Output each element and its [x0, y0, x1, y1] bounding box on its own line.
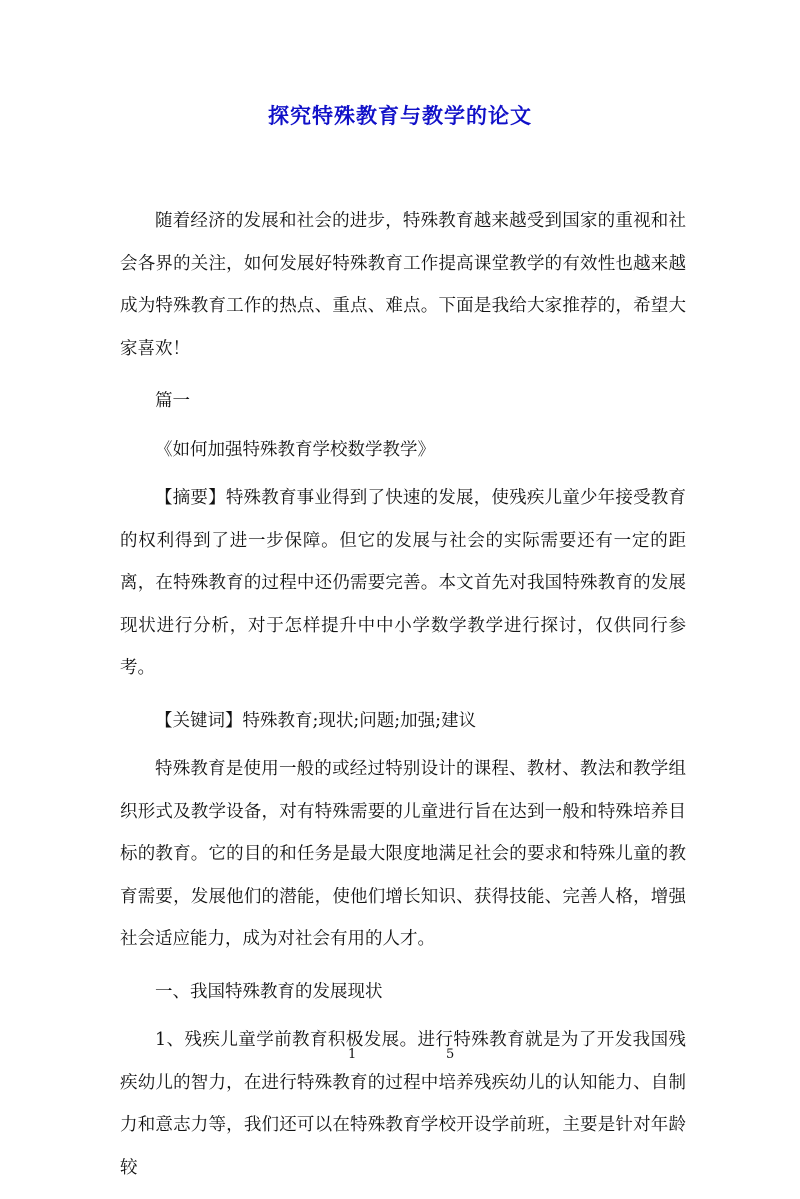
page-footer	[0, 1047, 800, 1067]
paragraph-section-label: 篇一	[155, 391, 190, 411]
paragraph-article-title: 《如何加强特殊教育学校数学教学》	[155, 439, 435, 460]
document-title: 探究特殊教育与教学的论文	[268, 103, 532, 128]
paragraph-point-1: 1、残疾儿童学前教育积极发展。进行特殊教育就是为了开发我国残疾幼儿的智力，在进行特殊教育的过程中培养残疾幼儿的认知能力、自制力和意志力等，我们还可以在特殊教育学校开设学前班，主要是针对年龄较	[120, 1030, 686, 1178]
paragraph-abstract: 【摘要】特殊教育事业得到了快速的发展，使残疾儿童少年接受教育的权利得到了进一步保障。但它的发展与社会的实际需要还有一定的距离，在特殊教育的过程中还仍需要完善。本文首先对我国特殊教育的发展现状进行分析，对于怎样提升中中小学数学教学进行探讨，仅供同行参考。	[120, 488, 686, 678]
paragraph-heading-1: 一、我国特殊教育的发展现状	[155, 981, 383, 1002]
paragraph-definition: 特殊教育是使用一般的或经过特别设计的课程、教材、教法和教学组织形式及教学设备，对有特殊需要的儿童进行旨在达到一般和特殊培养目标的教育。它的目的和任务是最大限度地满足社会的要求和特殊儿童的教育需要，发展他们的潜能，使他们增长知识、获得技能、完善人格，增强社会适应能力，成为对社会有用的人才。	[120, 759, 686, 949]
page-number: 1	[348, 1047, 357, 1062]
total-pages: 5	[446, 1047, 455, 1062]
paragraph-intro: 随着经济的发展和社会的进步，特殊教育越来越受到国家的重视和社会各界的关注，如何发展好特殊教育工作提高课堂教学的有效性也越来越成为特殊教育工作的热点、重点、难点。下面是我给大家推荐的，希望大家喜欢！	[120, 211, 686, 359]
paragraph-keywords: 【关键词】特殊教育;现状;问题;加强;建议	[155, 710, 477, 731]
